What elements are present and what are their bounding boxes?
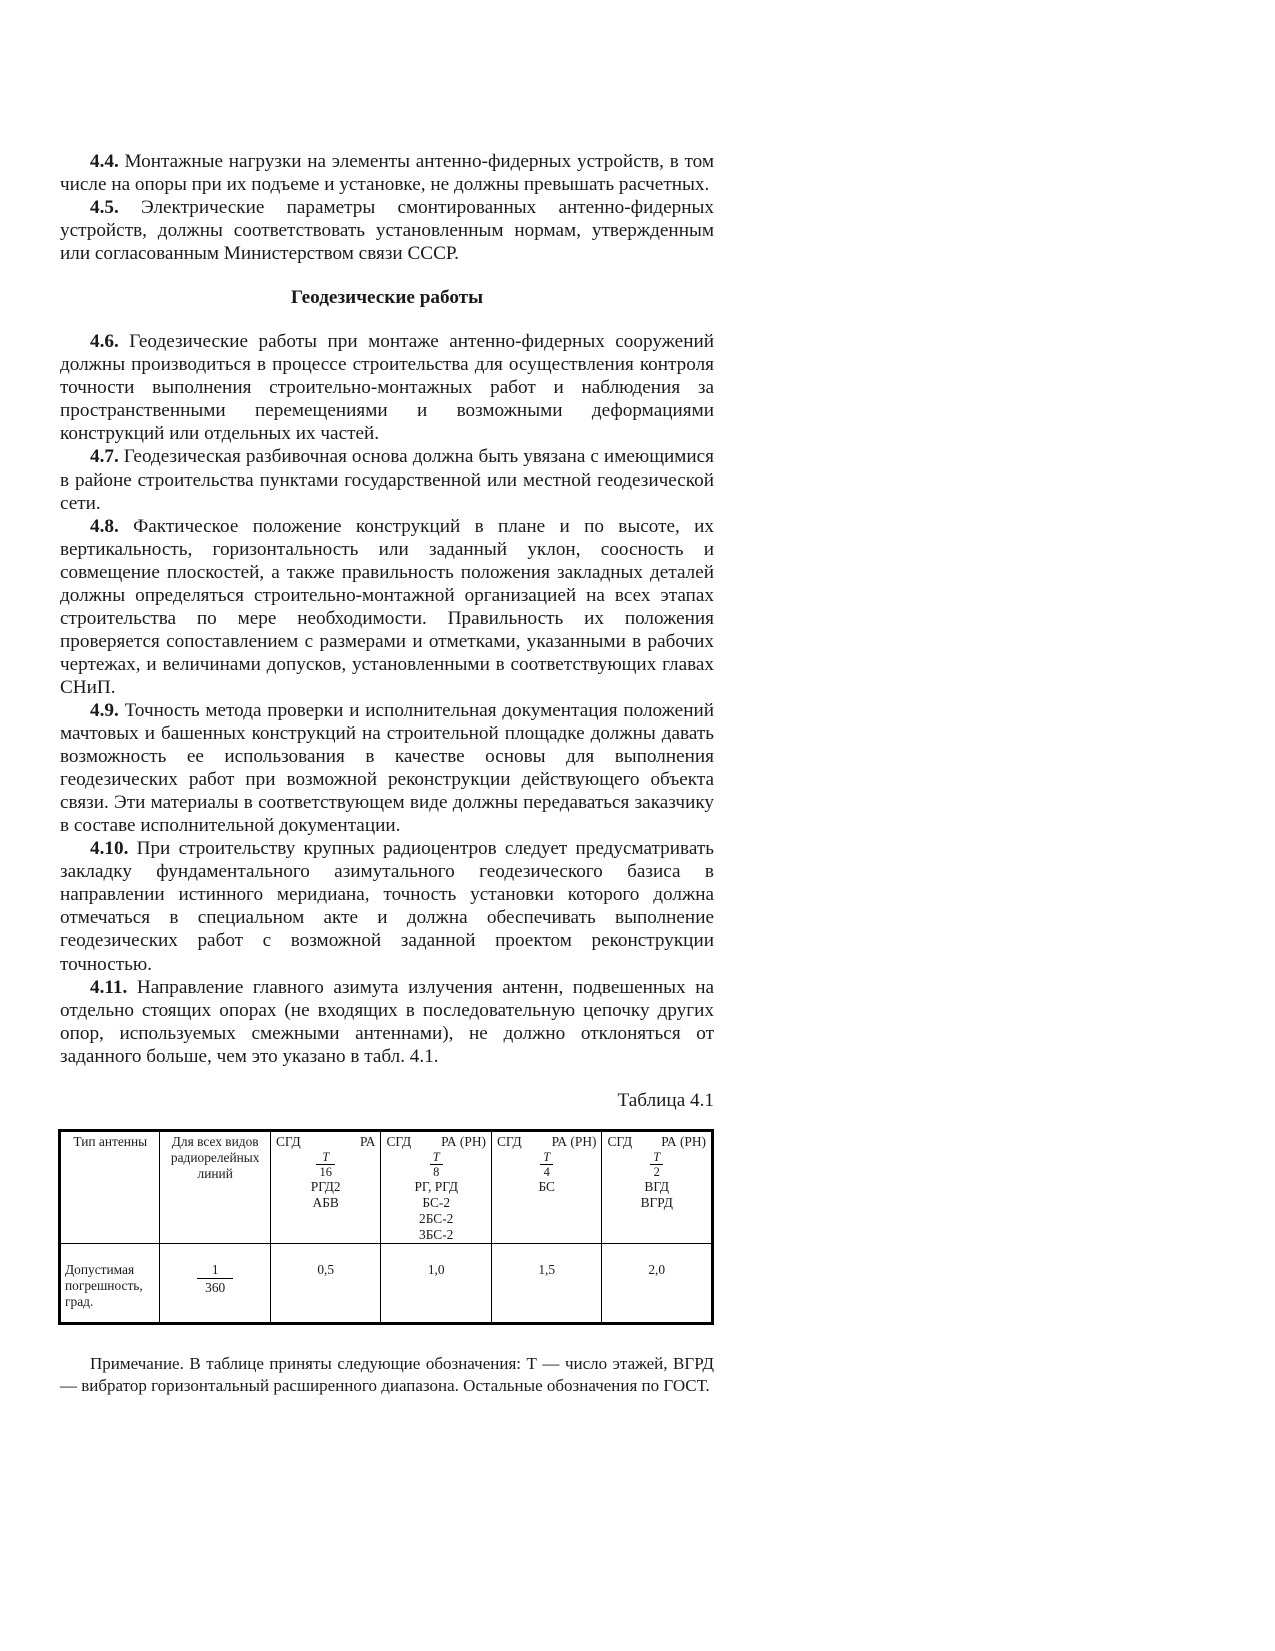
antenna-code: РГД2 [310,1178,341,1194]
antenna-code: 3БС-2 [419,1226,454,1242]
value-t16: 0,5 [270,1243,381,1323]
paragraph-4-9 [60,699,714,837]
fraction-numerator: 1 [197,1262,233,1279]
header-left-label: СГД [496,1133,522,1149]
clause-text: Направление главного азимута излучения антенн, подвешенных на отдельно стоящих опорах (не входящих в последовательную цепочку других опор, используемых смежными антеннами), не должно отклоняться от заданного больше, чем это указано в табл. 4.1. [60,976,714,1067]
paragraph-4-6 [60,330,714,445]
value-all-rrl [160,1243,271,1323]
fraction [197,1262,233,1297]
clause-text: Фактическое положение конструкций в плане и по высоте, их вертикальность, горизонтальность или заданный уклон, соосность и совмещение плоскостей, а также правильность положения закладных деталей должны определяться строительно-монтажной организацией на всех этапах строительства по мере необходимости. Правильность их положения проверяется сопоставлением с размерами и отметками, указанными в рабочих чертежах, и величинами допусков, установленными в соответствующих главах СНиП. [60,515,714,698]
row-label-tolerance: Допустимая погрешность, град. [60,1243,160,1323]
fraction [316,1150,335,1179]
paragraph-4-11 [60,976,714,1068]
clause-text: Геодезическая разбивочная основа должна быть увязана с имеющимися в районе строительства пунктами государственной или местной геодезической сети. [60,446,714,514]
antenna-code: БС [538,1178,555,1194]
clause-text: Точность метода проверки и исполнительная документация положений мачтовых и башенных конструкций на строительной площадке должны давать возможность ее использования в качестве основы для выполнения геодезических работ при возможной реконструкции действующего объекта связи. Эти материалы в соответствующем виде должны передаваться заказчику в составе исполнительной документации. [60,699,714,837]
paragraph-4-4 [60,150,714,196]
clause-number: 4.5. [90,197,119,219]
fraction-denominator: 2 [653,1164,660,1179]
tolerance-table [58,1129,714,1325]
clause-text: Монтажные нагрузки на элементы антенно-фидерных устройств, в том числе на опоры при их подъеме и установке, не должны превышать расчетных. [60,151,714,196]
fraction [540,1150,553,1179]
header-right-label: РА [360,1133,376,1149]
antenna-code: БС-2 [422,1194,451,1210]
clause-number: 4.4. [90,151,119,172]
table-caption: Таблица 4.1 [617,1089,714,1111]
fraction-numerator: T [316,1150,335,1165]
section-title: Геодезические работы [290,287,484,309]
antenna-code: АБВ [312,1194,339,1210]
document-page [60,150,714,1414]
paragraph-4-7 [60,445,714,514]
clause-number: 4.11. [90,976,128,998]
fraction-numerator: T [430,1150,443,1165]
header-right-label: РА (РН) [551,1133,597,1149]
table-values-row [60,1243,713,1323]
fraction-numerator: T [540,1150,553,1165]
header-all-rrl: Для всех видов радиорелейных линий [160,1130,271,1243]
fraction-denominator: 360 [205,1279,226,1295]
value-t2: 2,0 [602,1243,713,1323]
clause-text: Электрические параметры смонтированных антенно-фидерных устройств, должны соответствовать установленным нормам, утвержденным или согласованным Министерством связи СССР. [60,197,714,265]
clause-number: 4.9. [90,699,119,721]
paragraph-4-5 [60,196,714,265]
clause-number: 4.6. [90,331,119,353]
header-left-label: СГД [386,1133,412,1149]
table-note: Примечание. В таблице приняты следующие обозначения: Т — число этажей, ВГРД — вибратор горизонтальный расширенного диапазона. Остальные обозначения по ГОСТ. [60,1353,714,1395]
fraction-denominator: 8 [433,1164,440,1179]
header-left-label: СГД [275,1133,301,1149]
header-left-label: СГД [607,1133,633,1149]
header-col-t16 [270,1130,381,1243]
header-right-label: РА (РН) [441,1133,486,1149]
clause-number: 4.7. [90,446,119,468]
header-antenna-type: Тип антенны [60,1130,160,1243]
header-col-t4 [491,1130,602,1243]
fraction-denominator: 4 [543,1164,550,1179]
value-t4: 1,5 [491,1243,602,1323]
header-col-t8 [381,1130,492,1243]
clause-text: При строительству крупных радиоцентров следует предусматривать закладку фундаментального азимутального геодезического базиса в направлении истинного меридиана, точность установки которого должна отмечаться в специальном акте и должна обеспечивать выполнение геодезических работ с возможной заданной проектом реконструкции точностью. [60,838,714,975]
antenna-code: ВГД [644,1178,670,1194]
paragraph-4-10 [60,837,714,975]
antenna-code: 2БС-2 [419,1210,454,1226]
header-col-t2 [602,1130,713,1243]
header-right-label: РА (РН) [661,1133,706,1149]
clause-number: 4.10. [90,838,129,860]
value-t8: 1,0 [381,1243,492,1323]
clause-text: Геодезические работы при монтаже антенно-фидерных сооружений должны производиться в процессе строительства для осуществления контроля точности выполнения строительно-монтажных работ и наблюдения за пространственными перемещениями и возможными деформациями конструкций или отдельных их частей. [60,331,714,445]
fraction-denominator: 16 [319,1164,332,1179]
table-header-row [60,1130,713,1243]
fraction [650,1150,663,1179]
paragraph-4-8 [60,515,714,699]
fraction [430,1150,443,1179]
fraction-numerator: T [650,1150,663,1165]
antenna-code: РГ, РГД [414,1178,458,1194]
antenna-code: ВГРД [640,1194,673,1210]
clause-number: 4.8. [90,515,119,537]
